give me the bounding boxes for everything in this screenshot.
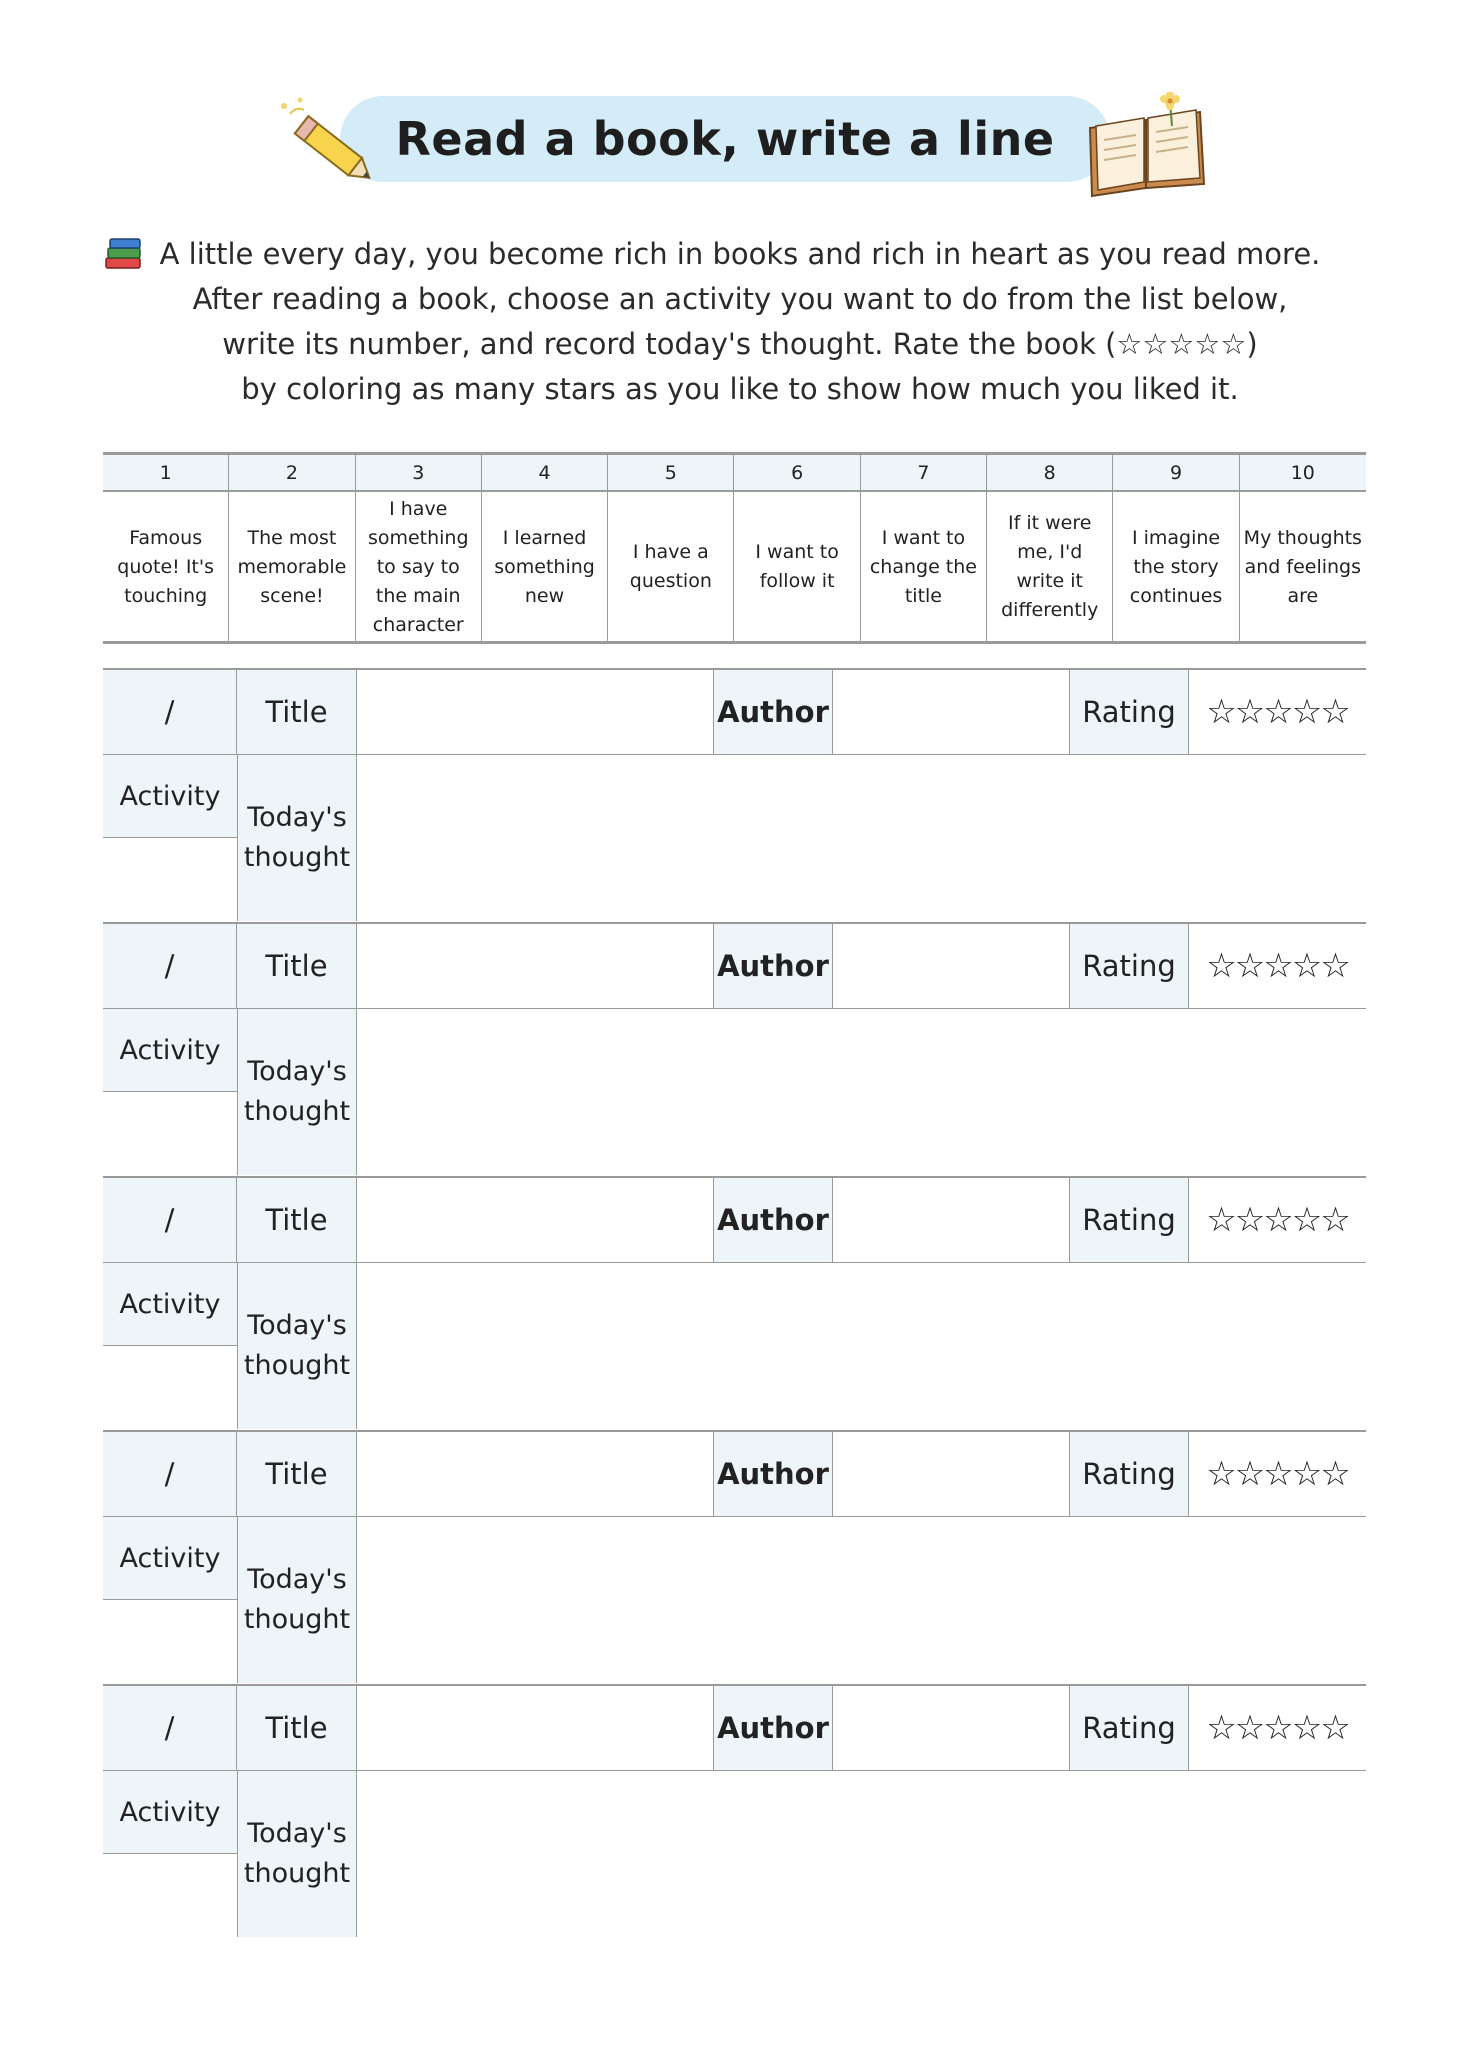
thought-label-line: Today's (247, 1310, 347, 1341)
reading-entry (103, 668, 1366, 921)
title-field[interactable] (357, 1432, 714, 1516)
entry-header-row (103, 1684, 1366, 1771)
reading-entry (103, 922, 1366, 1175)
entry-header-row (103, 668, 1366, 755)
author-field[interactable] (833, 924, 1070, 1008)
activity-number: 10 (1290, 461, 1315, 484)
date-field[interactable] (103, 924, 237, 1008)
date-field[interactable] (103, 1432, 237, 1516)
thought-label-line: thought (243, 1350, 351, 1381)
todays-thought-label (237, 1009, 357, 1175)
reading-entry (103, 1176, 1366, 1429)
activity-number: 8 (987, 455, 1113, 490)
intro-line: After reading a book, choose an activity you want to do from the list below, (192, 282, 1288, 316)
entry-header-row (103, 922, 1366, 1009)
todays-thought-label (237, 1263, 357, 1429)
open-book-icon (1082, 92, 1212, 202)
activity-label: Activity (103, 755, 237, 838)
date-separator: / (164, 1457, 175, 1491)
rating-label: Rating (1070, 1432, 1189, 1516)
intro-line: by coloring as many stars as you like to show how much you liked it. (241, 372, 1239, 406)
activity-label: Activity (103, 1263, 237, 1346)
intro-line: A little every day, you become rich in books and rich in heart as you read more. (159, 237, 1321, 271)
activity-label: Activity (103, 1771, 237, 1854)
activity-number: 2 (229, 455, 355, 490)
activity-description: I have something to say to the main character (356, 492, 482, 642)
thought-field[interactable] (357, 1263, 1366, 1429)
entry-body-row (103, 1771, 1366, 1937)
title-label: Title (237, 1432, 357, 1516)
thought-field[interactable] (357, 1009, 1366, 1175)
thought-label-line: Today's (247, 1564, 347, 1595)
rating-label: Rating (1070, 924, 1189, 1008)
activity-number: 5 (608, 455, 734, 490)
author-label: Author (714, 924, 833, 1008)
activity-description: I imagine the story continues (1113, 492, 1239, 642)
reading-entry (103, 1430, 1366, 1683)
thought-label-line: thought (243, 842, 351, 873)
activity-number-row (103, 455, 1366, 492)
date-separator: / (164, 1711, 175, 1745)
title-label: Title (237, 670, 357, 754)
activity-number: 6 (734, 455, 860, 490)
thought-label-line: Today's (247, 1056, 347, 1087)
author-label: Author (714, 670, 833, 754)
title-field[interactable] (357, 1178, 714, 1262)
entry-body-row (103, 1009, 1366, 1175)
rating-stars[interactable]: ☆☆☆☆☆ (1206, 1708, 1349, 1748)
activity-description: I want to follow it (734, 492, 860, 642)
title-field[interactable] (357, 924, 714, 1008)
activity-description: I have a question (608, 492, 734, 642)
rating-stars[interactable]: ☆☆☆☆☆ (1206, 946, 1349, 986)
activity-description: If it were me, I'd write it differently (987, 492, 1113, 642)
activity-list-table (103, 452, 1366, 644)
author-label: Author (714, 1178, 833, 1262)
thought-label-line: Today's (247, 1818, 347, 1849)
title-label: Title (237, 1686, 357, 1770)
author-label: Author (714, 1686, 833, 1770)
date-field[interactable] (103, 1686, 237, 1770)
activity-description: My thoughts and feelings are (1243, 526, 1362, 607)
activity-description: Famous quote! It's touching (103, 492, 229, 642)
author-field[interactable] (833, 1686, 1070, 1770)
date-separator: / (164, 949, 175, 983)
entry-body-row (103, 1263, 1366, 1429)
thought-field[interactable] (357, 1771, 1366, 1937)
rating-stars[interactable]: ☆☆☆☆☆ (1206, 692, 1349, 732)
thought-field[interactable] (357, 1517, 1366, 1683)
activity-number: 7 (861, 455, 987, 490)
author-field[interactable] (833, 1432, 1070, 1516)
page-title: Read a book, write a line (395, 112, 1055, 166)
title-label: Title (237, 1178, 357, 1262)
title-field[interactable] (357, 670, 714, 754)
entry-body-row (103, 1517, 1366, 1683)
activity-label: Activity (103, 1517, 237, 1600)
todays-thought-label (237, 1517, 357, 1683)
reading-entry (103, 1684, 1366, 1937)
intro-line: write its number, and record today's thought. Rate the book (☆☆☆☆☆) (222, 327, 1258, 361)
title-label: Title (237, 924, 357, 1008)
date-field[interactable] (103, 1178, 237, 1262)
author-field[interactable] (833, 670, 1070, 754)
todays-thought-label (237, 755, 357, 921)
thought-label-line: thought (243, 1604, 351, 1635)
thought-label-line: thought (243, 1096, 351, 1127)
activity-number: 3 (356, 455, 482, 490)
intro-text (100, 232, 1380, 412)
thought-field[interactable] (357, 755, 1366, 921)
rating-label: Rating (1070, 1686, 1189, 1770)
author-label: Author (714, 1432, 833, 1516)
date-field[interactable] (103, 670, 237, 754)
activity-number: 1 (103, 455, 229, 490)
activity-label: Activity (103, 1009, 237, 1092)
todays-thought-label (237, 1771, 357, 1937)
title-field[interactable] (357, 1686, 714, 1770)
rating-stars[interactable]: ☆☆☆☆☆ (1206, 1200, 1349, 1240)
entry-header-row (103, 1430, 1366, 1517)
activity-number: 9 (1113, 455, 1239, 490)
activity-description: I want to change the title (861, 492, 987, 642)
rating-label: Rating (1070, 1178, 1189, 1262)
rating-stars[interactable]: ☆☆☆☆☆ (1206, 1454, 1349, 1494)
author-field[interactable] (833, 1178, 1070, 1262)
activity-number: 4 (482, 455, 608, 490)
activity-description: I learned something new (482, 492, 608, 642)
date-separator: / (164, 1203, 175, 1237)
activity-description-row (103, 492, 1366, 642)
entry-header-row (103, 1176, 1366, 1263)
rating-label: Rating (1070, 670, 1189, 754)
thought-label-line: Today's (247, 802, 347, 833)
activity-description: The most memorable scene! (229, 492, 355, 642)
entry-body-row (103, 755, 1366, 921)
thought-label-line: thought (243, 1858, 351, 1889)
date-separator: / (164, 695, 175, 729)
